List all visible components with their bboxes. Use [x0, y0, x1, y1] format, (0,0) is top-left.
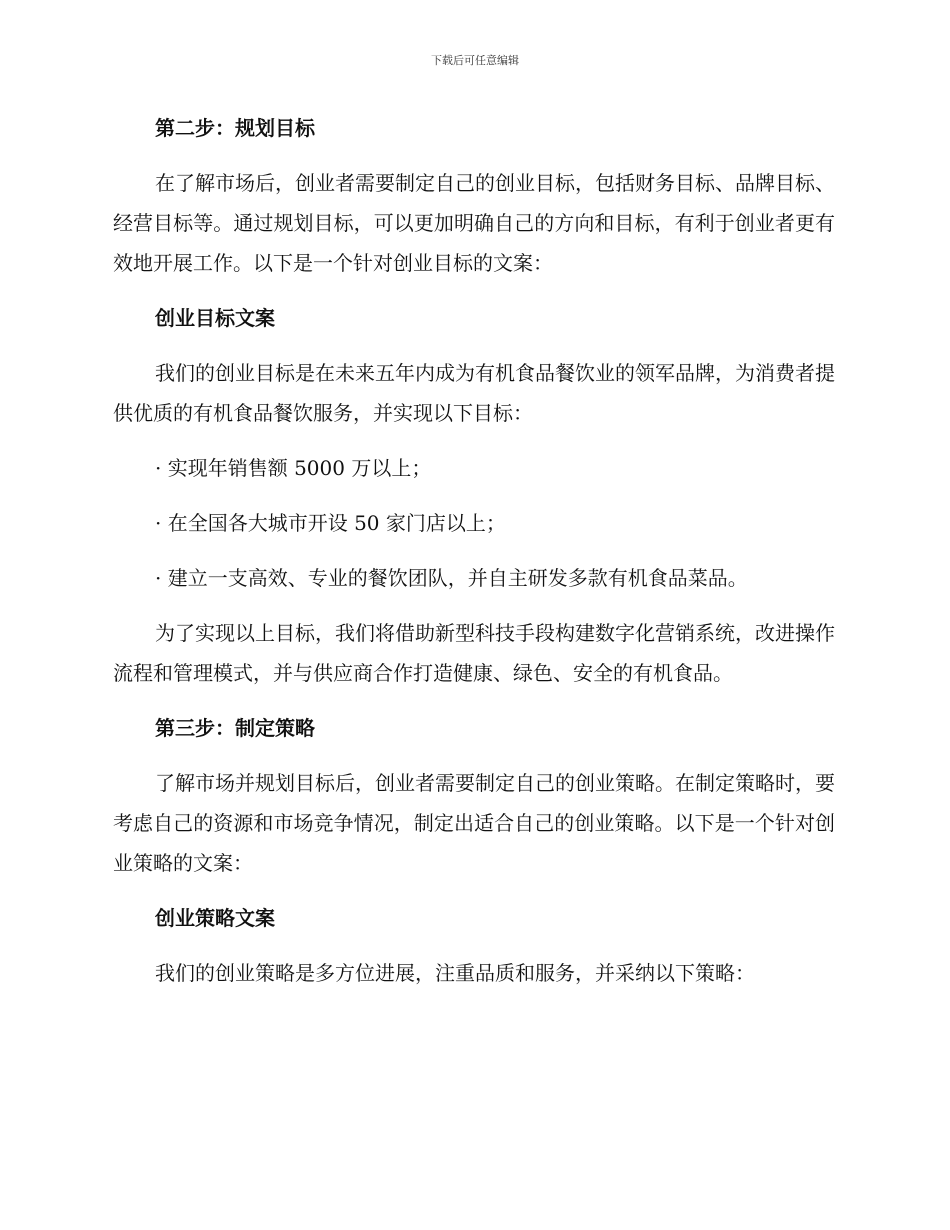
step3-heading: 第三步：制定策略: [155, 716, 315, 740]
page-header-note: 下载后可任意编辑: [431, 54, 519, 67]
goal-closing-paragraph: 为了实现以上目标，我们将借助新型科技手段构建数字化营销系统，改进操作流程和管理模式，并与供应商合作打造健康、绿色、安全的有机食品。: [113, 621, 835, 685]
step3-paragraph: 了解市场并规划目标后，创业者需要制定自己的创业策略。在制定策略时，要考虑自己的资源和市场竞争情况，制定出适合自己的创业策略。以下是一个针对创业策略的文案：: [113, 771, 835, 875]
step2-paragraph: 在了解市场后，创业者需要制定自己的创业目标，包括财务目标、品牌目标、经营目标等。通过规划目标，可以更加明确自己的方向和目标，有利于创业者更有效地开展工作。以下是一个针对创业目标的文案：: [113, 171, 835, 275]
strategy-copy-heading: 创业策略文案: [155, 906, 275, 930]
strategy-copy-paragraph: 我们的创业策略是多方位进展，注重品质和服务，并采纳以下策略：: [155, 961, 755, 985]
goal-bullet-3: · 建立一支高效、专业的餐饮团队，并自主研发多款有机食品菜品。: [155, 566, 748, 590]
goal-copy-paragraph: 我们的创业目标是在未来五年内成为有机食品餐饮业的领军品牌，为消费者提供优质的有机食品餐饮服务，并实现以下目标：: [113, 361, 835, 425]
goal-bullet-1: · 实现年销售额 5000 万以上；: [155, 456, 432, 480]
goal-bullet-2: · 在全国各大城市开设 50 家门店以上；: [155, 511, 506, 535]
goal-copy-heading: 创业目标文案: [155, 306, 275, 330]
step2-heading: 第二步：规划目标: [155, 116, 315, 140]
document-body: [113, 108, 835, 993]
